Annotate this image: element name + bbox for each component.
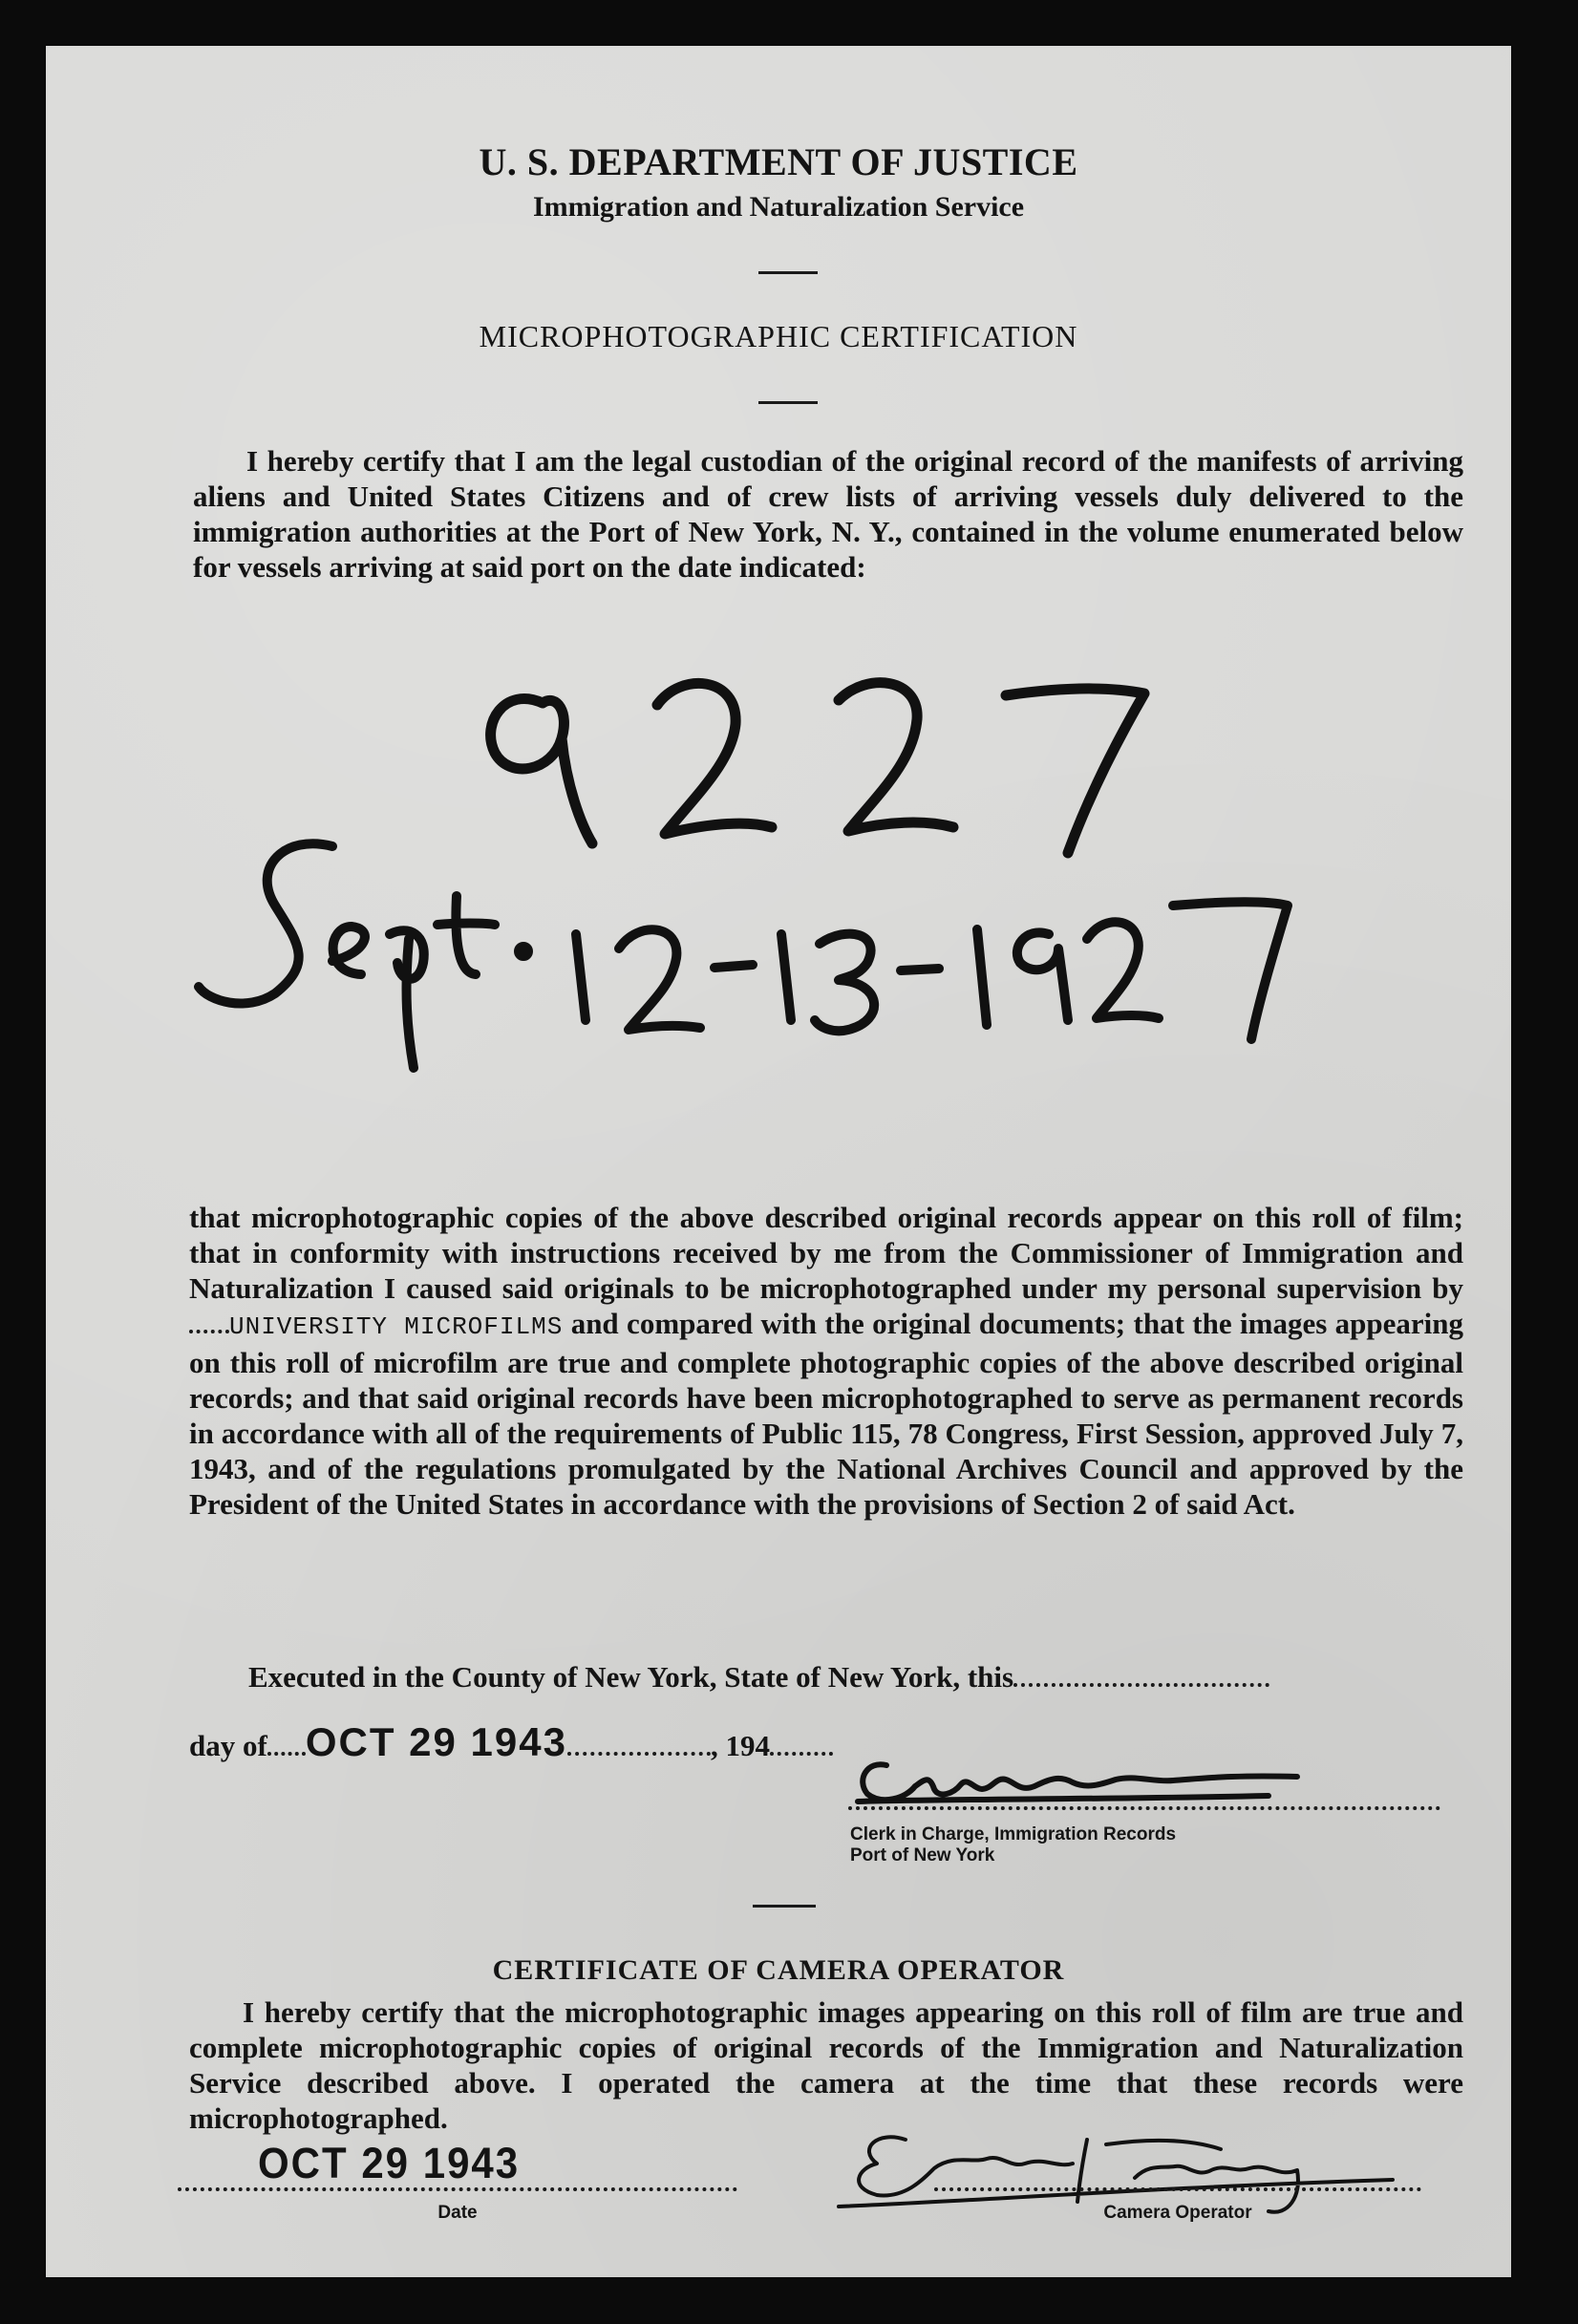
divider-rule: [753, 1905, 816, 1908]
camera-operator-label: Camera Operator: [1103, 2203, 1252, 2223]
date-line: [178, 2187, 737, 2191]
certification-title: MICROPHOTOGRAPHIC CERTIFICATION: [479, 319, 1078, 353]
intro-text: I hereby certify that I am the legal custodian of the original record of the manifests of arriving aliens and United States Citizens and of crew lists of arriving vessels duly delivered to the immigration authorities at the Port of New York, N. Y., contained in the volume enumerated below for vessels arriving at said port on the date indicated:: [193, 444, 1463, 584]
divider-rule: [758, 401, 818, 404]
executed-text: Executed in the County of New York, State of New York, this: [248, 1660, 1014, 1694]
dotted-fill: [567, 1731, 711, 1756]
photographer-name: UNIVERSITY MICROFILMS: [229, 1312, 564, 1341]
clerk-title: [850, 1824, 1176, 1866]
camera-operator-text: I hereby certify that the microphotographic images appearing on this roll of film are true and complete microphotographic copies of original records of the Immigration and Naturalization Service described above. I operated the camera at the time that these records were microphotographed.: [189, 1995, 1463, 2135]
body-paragraph: [189, 1200, 1463, 1522]
intro-paragraph: [193, 443, 1463, 585]
service-subheading: Immigration and Naturalization Service: [532, 191, 1025, 223]
dotted-fill: [267, 1731, 306, 1756]
executed-date-stamp: OCT 29 1943: [305, 1719, 567, 1764]
operator-date-stamp: OCT 29 1943: [258, 2139, 521, 2187]
body-text-part1: that microphotographic copies of the above described original records appear on this roll of film; that in conformity with instructions received by me from the Commissioner of Immigration and Naturalization I caused said originals to be microphotographed under my personal supervision by: [189, 1201, 1463, 1305]
certificate-page: [46, 46, 1511, 2277]
handwritten-volume-entry: [46, 619, 1511, 1135]
volume-date-handwriting: [199, 843, 1288, 1068]
dotted-fill: [770, 1731, 833, 1756]
dotted-fill: [189, 1309, 229, 1333]
agency-heading: U. S. DEPARTMENT OF JUSTICE: [479, 140, 1078, 183]
clerk-title-line1: Clerk in Charge, Immigration Records: [850, 1824, 1177, 1844]
clerk-title-line2: Port of New York: [850, 1845, 995, 1866]
clerk-signature-line: [848, 1806, 1440, 1810]
executed-line: [248, 1660, 1269, 1695]
dotted-fill: [1013, 1662, 1269, 1687]
date-label: Date: [437, 2203, 478, 2223]
body-text-part2: and compared with the original documents; that the images appearing on this roll of microfilm are true and complete photographic copies of the above described original records; and that said original records have been microphotographed to serve as permanent records in accordance with all of the requirements of Public 115, 78 Congress, First Session, approved July 7, 1943, and of the regulations promulgated by the National Archives Council and approved by the President of the United States in accordance with the provisions of Section 2 of said Act.: [189, 1307, 1464, 1521]
volume-number-handwriting: [491, 683, 1144, 853]
day-of-label: day of: [189, 1729, 267, 1762]
body-text: [189, 1200, 1463, 1522]
day-of-line: [189, 1719, 833, 1765]
divider-rule: [758, 271, 818, 274]
operator-signature-line: [934, 2187, 1421, 2191]
year-prefix: , 194: [710, 1729, 770, 1762]
camera-operator-title: CERTIFICATE OF CAMERA OPERATOR: [492, 1954, 1065, 1986]
